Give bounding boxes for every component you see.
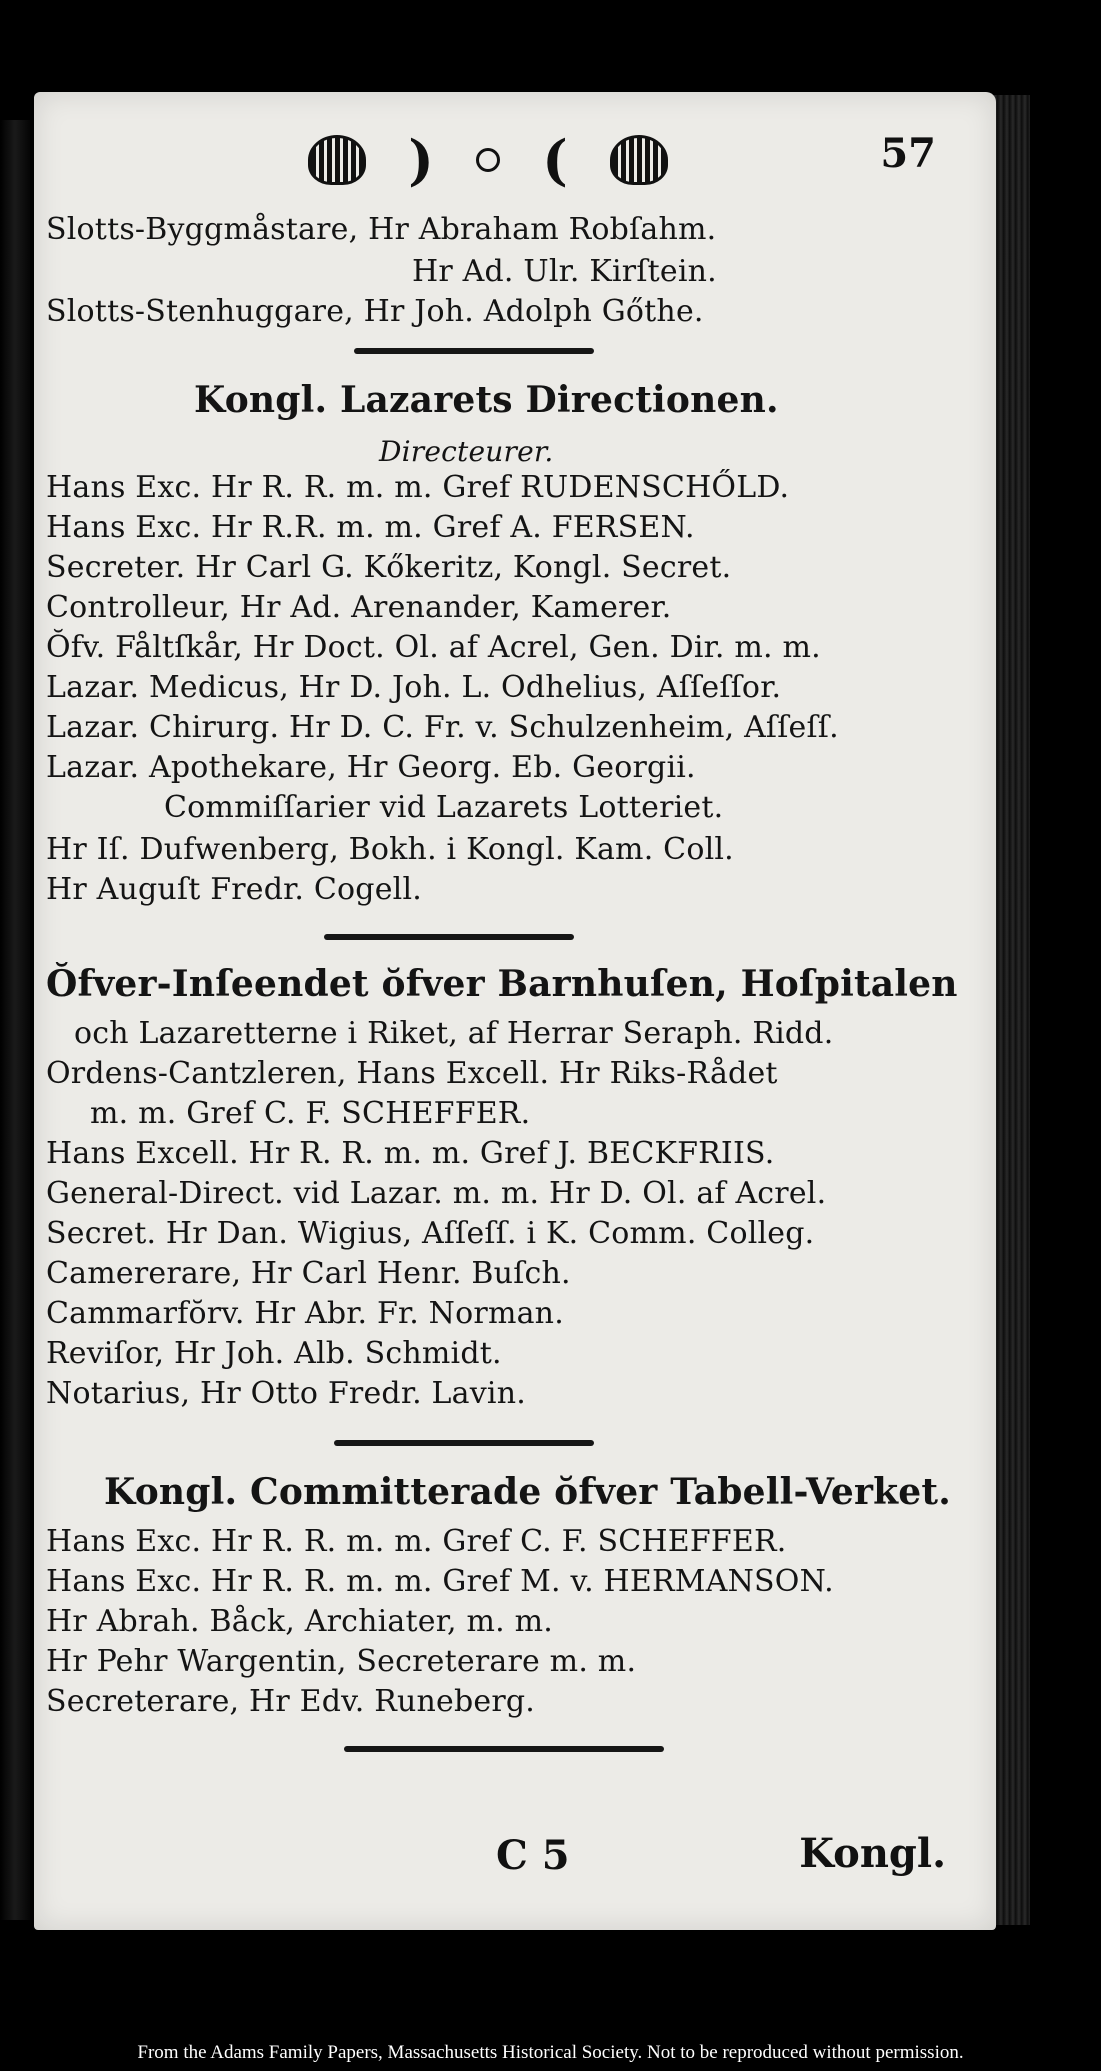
text-line: och Lazaretterne i Riket, af Herrar Seraph. Ridd.: [74, 1016, 834, 1051]
text-line: Hans Excell. Hr R. R. m. m. Gref J. BECKFRIIS.: [46, 1136, 775, 1171]
text-line: Ordens-Cantzleren, Hans Excell. Hr Riks-Rådet: [46, 1056, 778, 1091]
text-line: Hr Ad. Ulr. Kirſtein.: [412, 254, 717, 289]
shell-ornament-icon: [610, 135, 668, 185]
text-line: Slotts-Byggmåstare, Hr Abraham Robſahm.: [46, 212, 717, 247]
text-line: m. m. Gref C. F. SCHEFFER.: [90, 1096, 531, 1131]
book-spine-left: [0, 120, 30, 1920]
circle-ornament-icon: [476, 148, 500, 172]
page-number: 57: [880, 130, 936, 177]
text-line: Commiſſarier vid Lazarets Lotteriet.: [164, 790, 724, 825]
text-line: Reviſor, Hr Joh. Alb. Schmidt.: [46, 1336, 502, 1371]
section-rule: [354, 348, 594, 354]
text-line: Controlleur, Hr Ad. Arenander, Kamerer.: [46, 590, 672, 625]
catchword: Kongl.: [799, 1830, 946, 1877]
section-heading: Kongl. Committerade ŏfver Tabell-Verket.: [104, 1471, 951, 1513]
section-subheading: Directeurer.: [379, 435, 554, 468]
ornament-paren-right: (: [542, 128, 568, 192]
text-line: Secreterare, Hr Edv. Runeberg.: [46, 1684, 536, 1719]
text-line: Camererare, Hr Carl Henr. Buſch.: [46, 1256, 571, 1291]
section-heading: Ŏfver-Inſeendet ŏfver Barnhuſen, Hoſpitalen: [46, 963, 958, 1005]
text-line: Hr Abrah. Båck, Archiater, m. m.: [46, 1604, 553, 1639]
text-line: Lazar. Medicus, Hr D. Joh. L. Odhelius, Aſſeſſor.: [46, 670, 782, 705]
text-line: Lazar. Apothekare, Hr Georg. Eb. Georgii.: [46, 750, 696, 785]
text-line: Hans Exc. Hr R. R. m. m. Gref M. v. HERMANSON.: [46, 1564, 834, 1599]
text-line: Ŏfv. Fåltſkår, Hr Doct. Ol. af Acrel, Gen. Dir. m. m.: [46, 630, 821, 665]
copyright-notice: From the Adams Family Papers, Massachusetts Historical Society. Not to be reproduced without permission.: [137, 2042, 964, 2063]
section-rule: [344, 1746, 664, 1752]
text-line: Hans Exc. Hr R. R. m. m. Gref C. F. SCHEFFER.: [46, 1524, 787, 1559]
text-line: Secret. Hr Dan. Wigius, Aſſeſſ. i K. Comm. Colleg.: [46, 1216, 815, 1251]
text-line: Slotts-Stenhuggare, Hr Joh. Adolph Gőthe.: [46, 294, 704, 329]
section-heading: Kongl. Lazarets Directionen.: [194, 379, 779, 421]
header-ornament: [308, 128, 668, 192]
shell-ornament-icon: [308, 135, 366, 185]
text-line: General-Direct. vid Lazar. m. m. Hr D. Ol. af Acrel.: [46, 1176, 827, 1211]
text-line: Hr Auguſt Fredr. Cogell.: [46, 872, 422, 907]
book-page: [34, 92, 996, 1930]
text-line: Hans Exc. Hr R.R. m. m. Gref A. FERSEN.: [46, 510, 695, 545]
book-edge-right: [992, 95, 1030, 1925]
text-line: Lazar. Chirurg. Hr D. C. Fr. v. Schulzenheim, Aſſeſſ.: [46, 710, 839, 745]
text-line: Hans Exc. Hr R. R. m. m. Gref RUDENSCHŐLD.: [46, 470, 790, 505]
text-line: Cammarfŏrv. Hr Abr. Fr. Norman.: [46, 1296, 564, 1331]
text-line: Notarius, Hr Otto Fredr. Lavin.: [46, 1376, 526, 1411]
section-rule: [324, 934, 574, 940]
text-line: Hr Iſ. Dufwenberg, Bokh. i Kongl. Kam. Coll.: [46, 832, 734, 867]
page-header: [34, 130, 996, 190]
section-rule: [334, 1440, 594, 1446]
text-line: Secreter. Hr Carl G. Kőkeritz, Kongl. Secret.: [46, 550, 732, 585]
ornament-paren-left: ): [408, 128, 434, 192]
signature-mark: C 5: [496, 1832, 570, 1879]
text-line: Hr Pehr Wargentin, Secreterare m. m.: [46, 1644, 637, 1679]
